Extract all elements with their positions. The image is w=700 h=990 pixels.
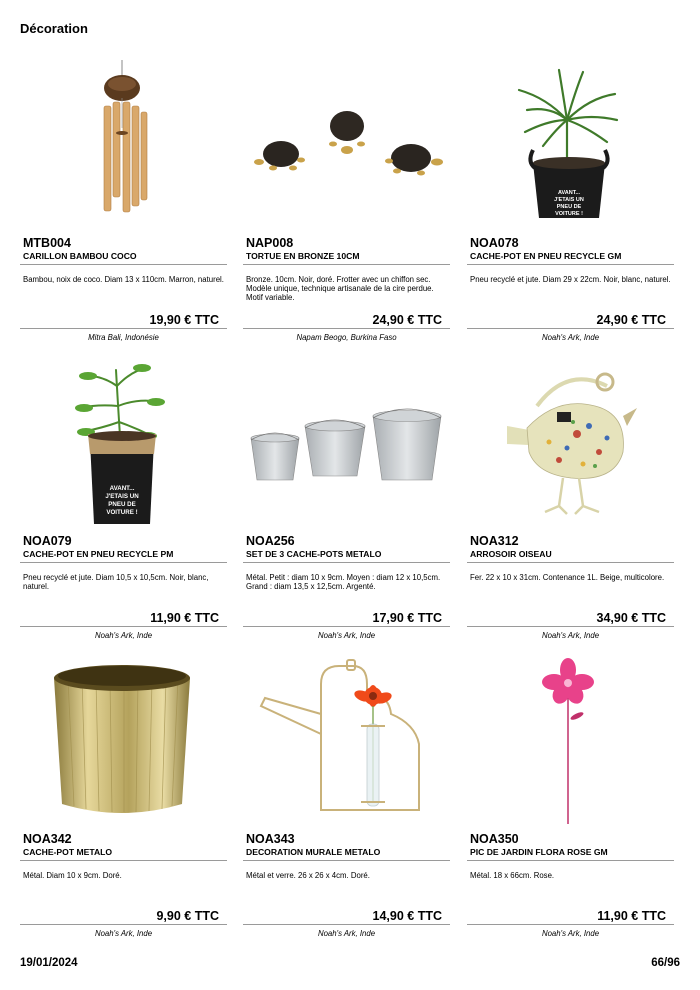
product-description: Fer. 22 x 10 x 31cm. Contenance 1L. Beige, multicolore. (470, 573, 665, 582)
metal-buckets-image (243, 356, 450, 526)
product-code: MTB004 (23, 236, 71, 250)
product-name: SET DE 3 CACHE-POTS METALO (246, 549, 382, 559)
product-price: 11,90 € TTC (597, 909, 666, 923)
divider (20, 860, 227, 861)
product-origin: Noah's Ark, Inde (541, 333, 600, 342)
product-price: 17,90 € TTC (372, 611, 442, 625)
product-price: 19,90 € TTC (149, 313, 219, 327)
product-name: DECORATION MURALE METALO (246, 847, 381, 857)
divider (20, 562, 227, 563)
product-code: NOA078 (470, 236, 519, 250)
divider (243, 562, 450, 563)
tire-planter-small-image (20, 356, 227, 526)
divider (20, 626, 227, 627)
product-description: Métal. Petit : diam 10 x 9cm. Moyen : diam 12 x 10,5cm. Grand : diam 13,5 x 12,5cm. Argenté. (246, 573, 441, 591)
bronze-turtles-image (243, 58, 450, 228)
product-card (20, 654, 227, 944)
divider (243, 264, 450, 265)
product-origin: Noah's Ark, Inde (94, 631, 153, 640)
product-code: NOA256 (246, 534, 295, 548)
product-name: ARROSOIR OISEAU (470, 549, 552, 559)
product-code: NAP008 (246, 236, 294, 250)
product-price: 9,90 € TTC (156, 909, 219, 923)
divider (243, 924, 450, 925)
divider (467, 328, 674, 329)
product-name: TORTUE EN BRONZE 10CM (246, 251, 360, 261)
product-code: NOA079 (23, 534, 72, 548)
divider (467, 860, 674, 861)
product-card (467, 654, 674, 944)
svg-text:VOITURE !: VOITURE ! (106, 509, 138, 516)
divider (20, 264, 227, 265)
product-origin: Mitra Bali, Indonésie (88, 333, 159, 342)
product-name: PIC DE JARDIN FLORA ROSE GM (470, 847, 608, 857)
product-price: 14,90 € TTC (372, 909, 442, 923)
product-card (243, 356, 450, 646)
svg-text:PNEU DE: PNEU DE (108, 501, 136, 508)
product-description: Métal. Diam 10 x 9cm. Doré. (23, 871, 122, 880)
divider (467, 562, 674, 563)
svg-text:PNEU DE: PNEU DE (556, 204, 582, 210)
product-description: Métal et verre. 26 x 26 x 4cm. Doré. (246, 871, 370, 880)
bamboo-wind-chime-image (20, 58, 227, 228)
product-card (20, 58, 227, 348)
page-title: Décoration (20, 21, 88, 36)
product-name: CACHE-POT METALO (23, 847, 113, 857)
product-description: Pneu recyclé et jute. Diam 10,5 x 10,5cm. Noir, blanc, naturel. (23, 573, 209, 591)
product-origin: Noah's Ark, Inde (317, 929, 376, 938)
product-code: NOA312 (470, 534, 519, 548)
product-code: NOA343 (246, 832, 295, 846)
svg-text:AVANT...: AVANT... (557, 190, 581, 196)
divider (467, 626, 674, 627)
divider (243, 860, 450, 861)
divider (243, 328, 450, 329)
product-description: Bronze. 10cm. Noir, doré. Frotter avec un chiffon sec. Modèle unique, technique artisanale de la cire perdue. Motif variable. (246, 275, 434, 302)
product-origin: Noah's Ark, Inde (541, 929, 600, 938)
product-origin: Napam Beogo, Burkina Faso (296, 333, 397, 342)
product-price: 24,90 € TTC (372, 313, 442, 327)
svg-text:AVANT...: AVANT... (109, 485, 135, 492)
product-code: NOA342 (23, 832, 72, 846)
divider (467, 924, 674, 925)
product-price: 24,90 € TTC (596, 313, 666, 327)
product-code: NOA350 (470, 832, 519, 846)
product-price: 34,90 € TTC (596, 611, 666, 625)
product-price: 11,90 € TTC (150, 611, 219, 625)
product-origin: Noah's Ark, Inde (94, 929, 153, 938)
svg-text:J'ETAIS UN: J'ETAIS UN (554, 197, 584, 203)
product-origin: Noah's Ark, Inde (541, 631, 600, 640)
page-number: 66/96 (651, 957, 680, 969)
divider (20, 924, 227, 925)
footer-date: 19/01/2024 (20, 957, 78, 969)
divider (243, 626, 450, 627)
svg-text:J'ETAIS UN: J'ETAIS UN (105, 493, 139, 500)
product-name: CACHE-POT EN PNEU RECYCLE GM (470, 251, 622, 261)
divider (467, 264, 674, 265)
product-name: CACHE-POT EN PNEU RECYCLE PM (23, 549, 174, 559)
svg-text:VOITURE !: VOITURE ! (555, 211, 583, 217)
tire-planter-large-image (467, 58, 674, 228)
product-name: CARILLON BAMBOU COCO (23, 251, 137, 261)
product-card (243, 654, 450, 944)
product-card (467, 356, 674, 646)
product-description: Pneu recyclé et jute. Diam 29 x 22cm. Noir, blanc, naturel. (470, 275, 671, 284)
product-card (20, 356, 227, 646)
divider (20, 328, 227, 329)
product-origin: Noah's Ark, Inde (317, 631, 376, 640)
wall-vase-image (243, 654, 450, 824)
product-card (467, 58, 674, 348)
garden-pick-image (467, 654, 674, 824)
gold-planter-image (20, 654, 227, 824)
product-card (243, 58, 450, 348)
product-description: Métal. 18 x 66cm. Rose. (470, 871, 555, 880)
bird-watering-can-image (467, 356, 674, 526)
product-description: Bambou, noix de coco. Diam 13 x 110cm. Marron, naturel. (23, 275, 224, 284)
